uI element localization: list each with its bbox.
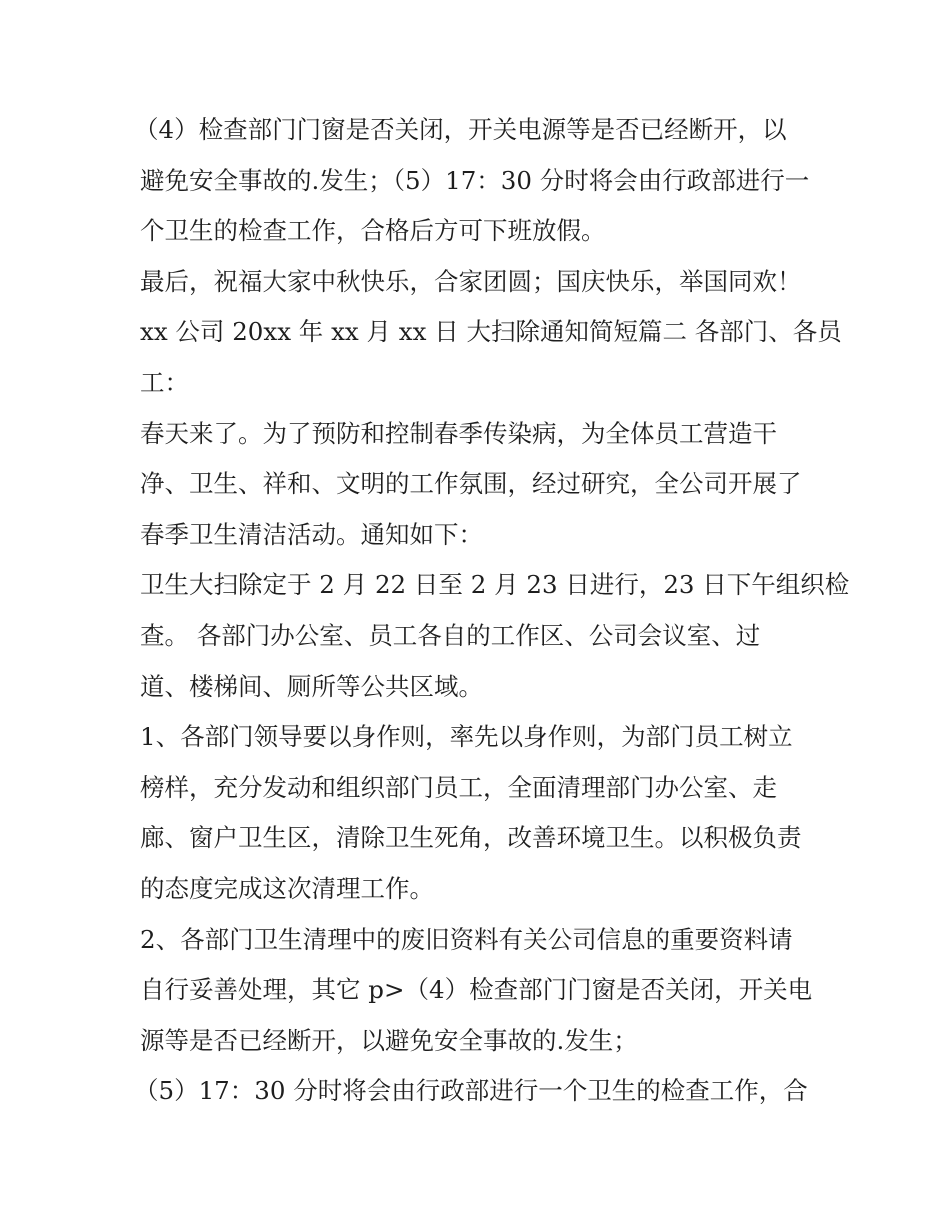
text-line: 廊、窗户卫生区，清除卫生死角，改善环境卫生。以积极负责	[140, 823, 802, 853]
text-line: xx 公司 20xx 年 xx 月 xx 日 大扫除通知简短篇二 各部门、各员	[140, 317, 842, 347]
text-line: 查。 各部门办公室、员工各自的工作区、公司会议室、过	[140, 621, 761, 650]
text-line: 净、卫生、祥和、文明的工作氛围，经过研究，全公司开展了	[140, 469, 802, 499]
text-line: 避免安全事故的.发生；（5）17：30 分时将会由行政部进行一	[140, 165, 810, 195]
text-line: 春季卫生清洁活动。通知如下：	[140, 519, 483, 549]
text-line: 的态度完成这次清理工作。	[140, 874, 434, 903]
text-line: 自行妥善处理，其它 p>（4）检查部门门窗是否关闭，开关电	[140, 975, 813, 1005]
text-line: 源等是否已经断开，以避免安全事故的.发生；	[140, 1025, 638, 1055]
text-line: 1、各部门领导要以身作则，率先以身作则，为部门员工树立	[140, 722, 793, 752]
text-line: 2、各部门卫生清理中的废旧资料有关公司信息的重要资料请	[140, 924, 793, 954]
text-line: 春天来了。为了预防和控制春季传染病，为全体员工营造干	[140, 418, 777, 448]
text-line: 个卫生的检查工作，合格后方可下班放假。	[140, 216, 606, 246]
text-line: （4）检查部门门窗是否关闭，开关电源等是否已经断开，以	[134, 115, 787, 144]
text-line: 卫生大扫除定于 2 月 22 日至 2 月 23 日进行，23 日下午组织检	[140, 570, 850, 600]
text-line: 最后，祝福大家中秋快乐，合家团圆；国庆快乐，举国同欢！	[140, 266, 802, 296]
text-line: 道、楼梯间、厕所等公共区域。	[140, 671, 483, 701]
text-line: （5）17：30 分时将会由行政部进行一个卫生的检查工作，合	[134, 1076, 808, 1106]
text-line: 榜样，充分发动和组织部门员工，全面清理部门办公室、走	[140, 772, 777, 802]
text-line: 工：	[140, 368, 189, 397]
